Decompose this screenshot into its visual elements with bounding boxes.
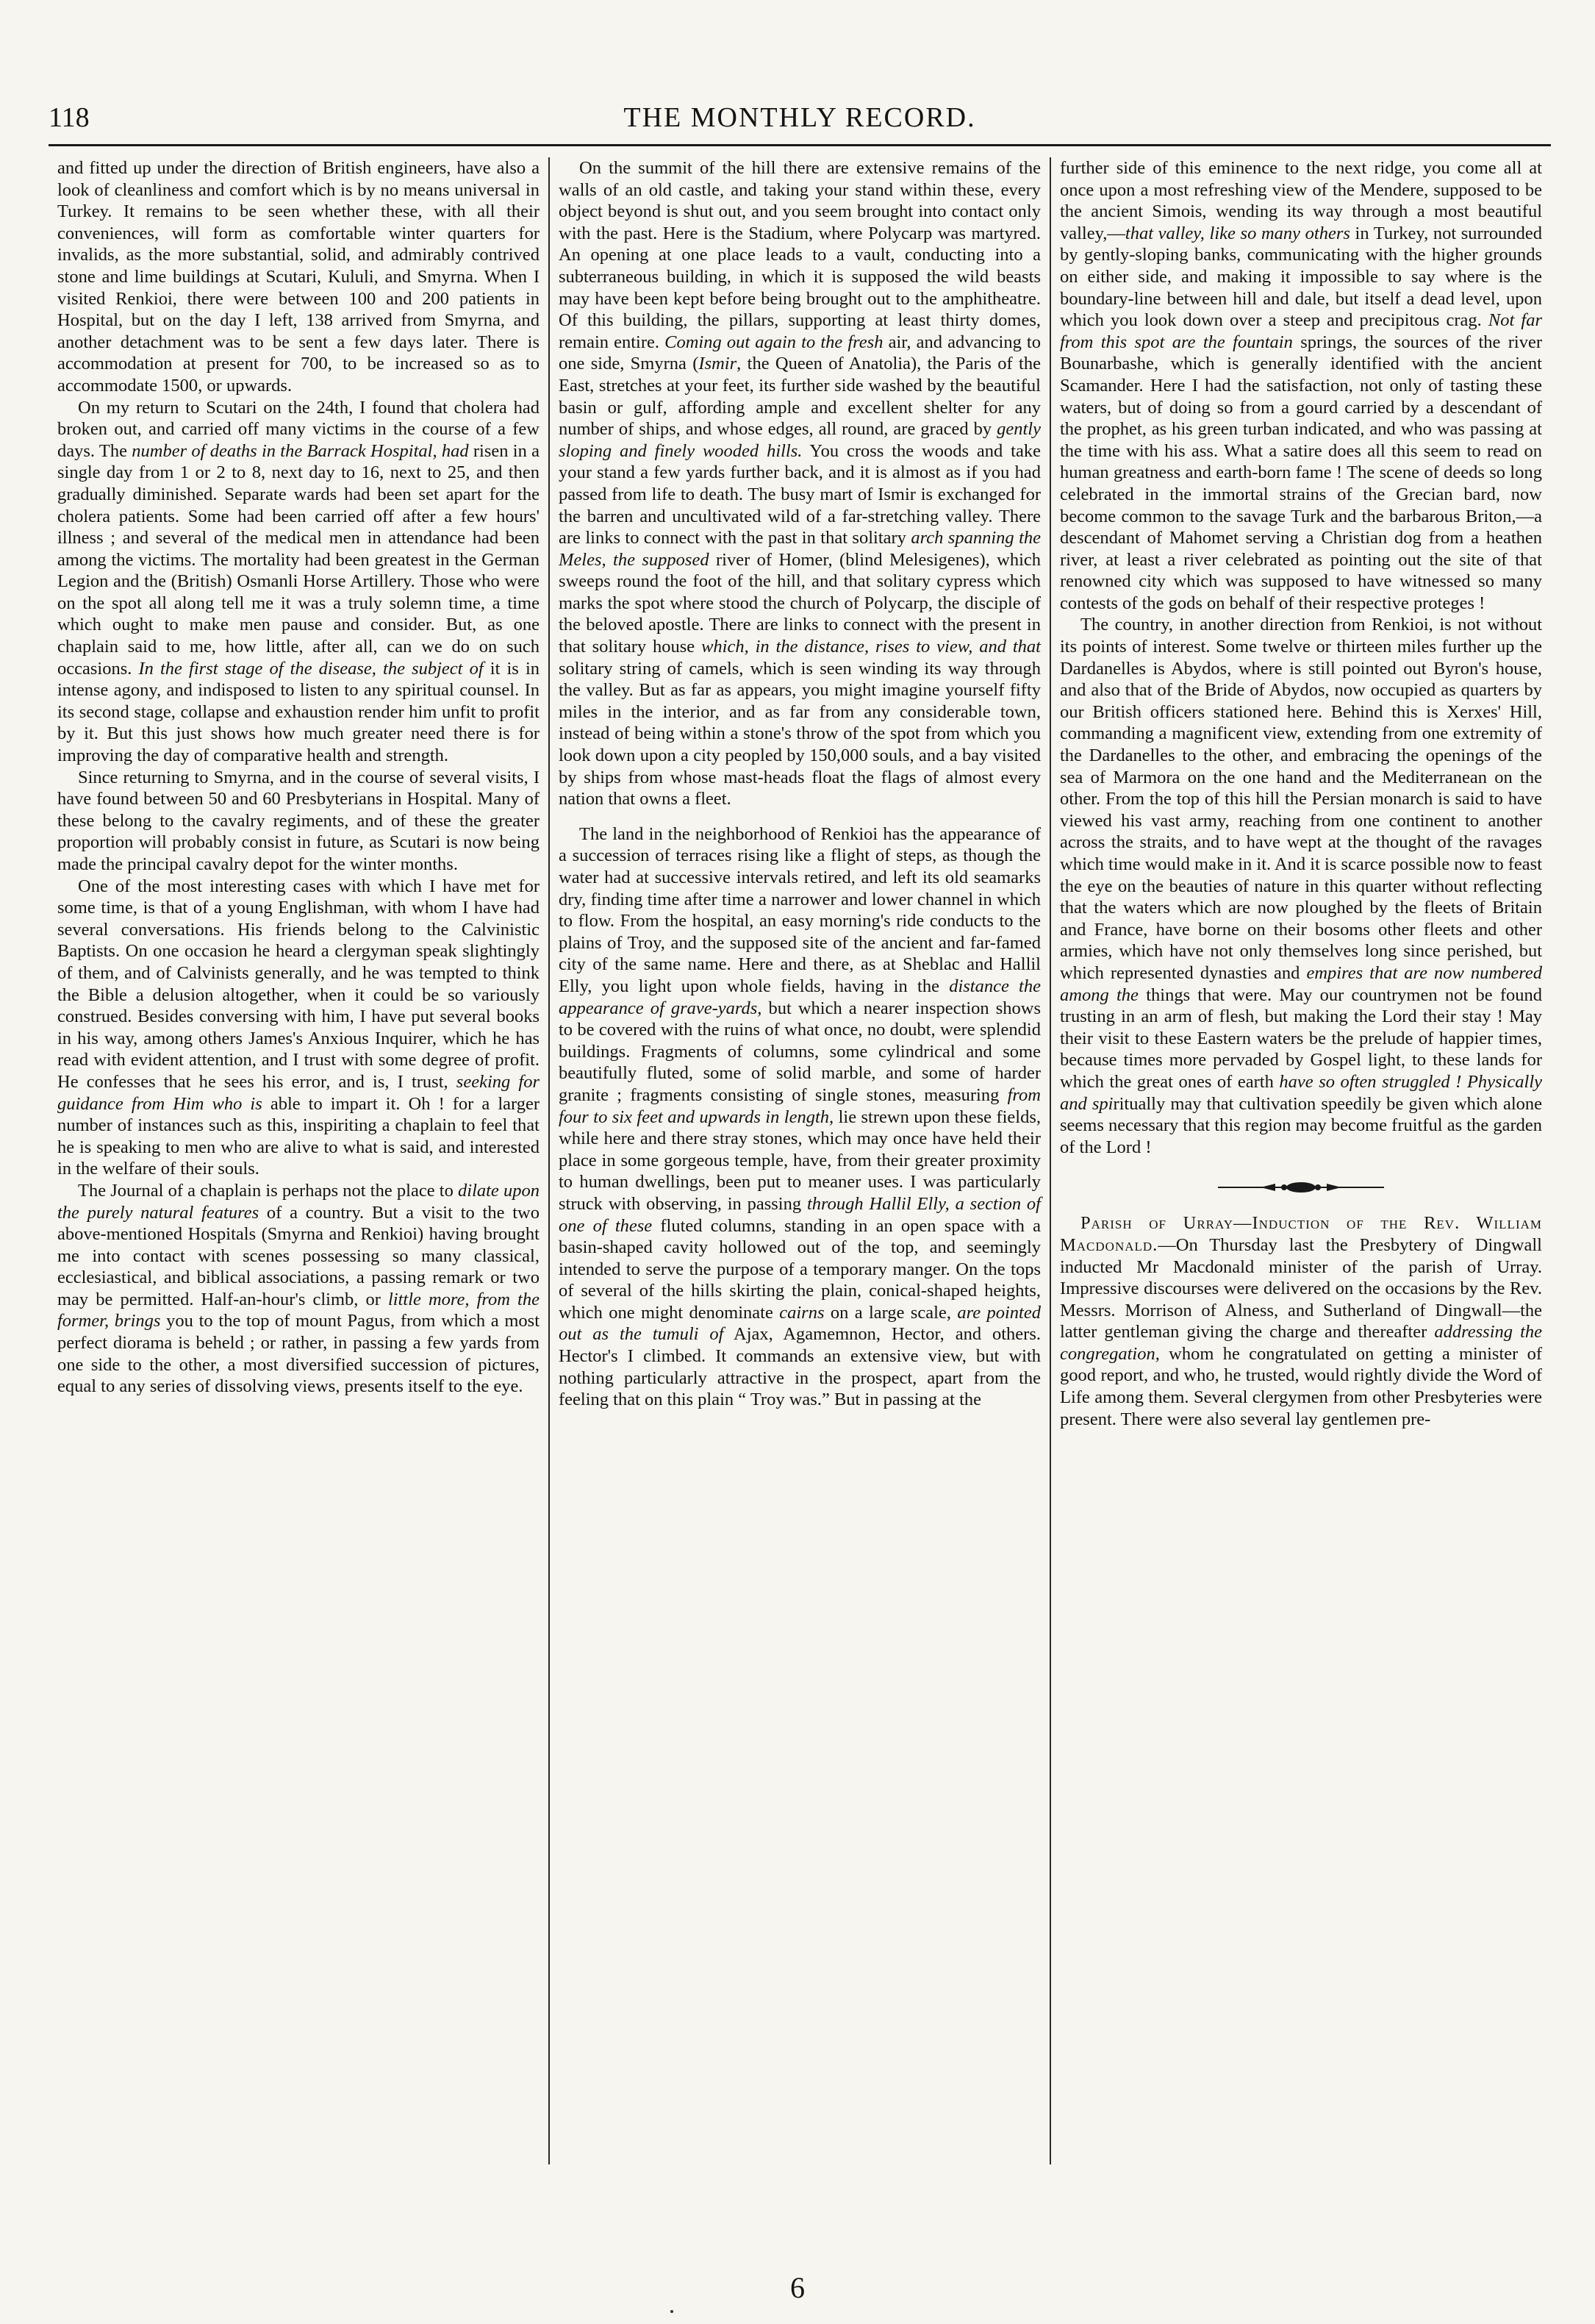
ornament-divider-icon	[1216, 1180, 1386, 1195]
paragraph: Since returning to Smyrna, and in the course of several visits, I have found between 50 and 60 Presbyterians in Hospital. Many of these belong to the cavalry regiments, and of these the greater proportion will probably consist in future, as Scutari is now being made the principal cavalry depot for the winter months.	[57, 767, 540, 874]
header-rule	[49, 144, 1551, 146]
ornament-divider	[1060, 1180, 1542, 1196]
column-3	[1050, 157, 1551, 2164]
paragraph: and fitted up under the direction of British engineers, have also a look of cleanliness and comfort which is by no means universal in Turkey. It remains to be seen whether these, with all their conveniences, will form as comfortable winter quarters for invalids, as the more substantial, solid, and admirably contrived stone and lime buildings at Scutari, Kululi, and Smyrna. When I visited Renkioi, there were between 100 and 200 patients in Hospital, but on the day I left, 138 arrived from Smyrna, and another detachment was to be sent a few days later. There is accommodation at present for 700, to be increased so as to accommodate 1500, or upwards.	[57, 158, 540, 396]
notice-title: Parish of Urray—Induction of the Rev. William Macdonald.	[1060, 1213, 1542, 1255]
running-title: THE MONTHLY RECORD.	[623, 102, 976, 133]
signature-mark: 6	[790, 2271, 805, 2304]
paragraph: The country, in another direction from Renkioi, is not without its points of interest. Some twelve or thirteen miles further up the Dardanelles is Abydos, where is still pointed out Byron's house, and also that of the Bride of Abydos, now occupied as quarters by our British officers stationed here. Behind this is Xerxes' Hill, commanding a magnificent view, extending from one extremity of the Dardanelles to the other, and embracing the openings of the sea of Marmora on the one hand and the Mediterranean on the other. From the top of this hill the Persian monarch is said to have viewed his vast army, reaching from one continent to another across the straits, and to have wept at the thought of the ravages which time would make in it. And it is scarce possible now to feast the eye on the beauties of nature in this quarter without reflecting that the waters which are now ploughed by the fleets of Britain and France, have borne on their bosoms other fleets and other armies, which have not only themselves long since perished, but which represented dynasties and empires that are now numbered among the things that were. May our countrymen not be found trusting in an arm of flesh, but making the Lord their stay ! May their visit to these Eastern waters be the prelude of happier times, because times more pervaded by Gospel light, to these lands for which the great ones of earth have so often struggled ! Physically and spiritually may that cultivation speedily be given which alone seems necessary that this region may become fruitful as the garden of the Lord !	[1060, 615, 1543, 1157]
column-1	[49, 157, 548, 2164]
news-notice: Parish of Urray—Induction of the Rev. William Macdonald.—On Thursday last the Presbytery of Dingwall inducted Mr Macdonald minister of the parish of Urray. Impressive discourses were delivered on the occasions by the Rev. Messrs. Morrison of Alness, and Sutherland of Dingwall—the latter gentleman giving the charge and thereafter addressing the congregation, whom he congratulated on getting a minister of good report, and who, he trusted, would rightly divide the Word of Life among them. Several clergymen from other Presbyteries were present. There were also several lay gentlemen pre-	[1060, 1213, 1543, 1429]
paragraph: One of the most interesting cases with which I have met for some time, is that of a young Englishman, with whom I have had several conversations. His friends belong to the Calvinistic Baptists. On one occasion he heard a clergyman speak slightingly of them, and of Calvinists generally, and he was tempted to think the Bible a delusion altogether, when it could be so variously construed. Besides conversing with him, I have put several books in his way, among others James's Anxious Inquirer, which he has read with evident attention, and I trust with some degree of profit. He confesses that he sees his error, and is, I trust, seeking for guidance from Him who is able to impart it. Oh ! for a larger number of instances such as this, inspiriting a chaplain to feel that he is speaking to men who are alive to what is said, and interested in the welfare of their souls.	[57, 876, 540, 1179]
page-header	[49, 101, 1551, 147]
paragraph: The land in the neighborhood of Renkioi has the appearance of a succession of terraces rising like a flight of steps, as though the water had at successive intervals retired, and left its old seamarks dry, finding time after time a narrower and lower channel in which to flow. From the hospital, an easy morning's ride conducts to the plains of Troy, and the supposed site of the ancient and far-famed city of the same name. Here and there, as at Sheblac and Hallil Elly, you light upon whole fields, having in the distance the appearance of grave-yards, but which a nearer inspection shows to be covered with the ruins of what once, no doubt, were splendid buildings. Fragments of columns, some cylindrical and some beautifully fluted, some of solid marble, and some of harder granite ; fragments consisting of single stones, measuring from four to six feet and upwards in length, lie strewn upon these fields, while here and there stray stones, which may once have held their place in some gorgeous temple, have, from their greater proximity to human dwellings, been put to meaner uses. I was particularly struck with observing, in passing through Hallil Elly, a section of one of these fluted columns, standing in an open space with a basin-shaped cavity hollowed out of the top, and seemingly intended to serve the purpose of a temporary manger. On the tops of several of the hills skirting the plain, conical-shaped heights, which one might denominate cairns on a large scale, are pointed out as the tumuli of Ajax, Agamemnon, Hector, and others. Hector's I climbed. It commands an extensive view, but with nothing particularly attractive in the prospect, apart from the feeling that on this plain “ Troy was.” But in passing at the	[559, 823, 1041, 1410]
paragraph: On my return to Scutari on the 24th, I found that cholera had broken out, and carried off many victims in the course of a few days. The number of deaths in the Barrack Hospital, had risen in a single day from 1 or 2 to 8, next day to 16, next to 25, and then gradually diminished. Separate wards had been set apart for the cholera patients. Some had been carried off after a few hours' illness ; and several of the medical men in attendance had been among the victims. The mortality had been greatest in the German Legion and the (British) Osmanli Horse Artillery. Those who were on the spot all along tell me it was a truly solemn time, a time which ought to make men pause and consider. But, as one chaplain said to me, how little, after all, can we do on such occasions. In the first stage of the disease, the subject of it is in intense agony, and indisposed to listen to any spiritual counsel. In its second stage, collapse and exhaustion render him unfit to profit by it. But this just shows how much greater need there is for improving the day of comparative health and strength.	[57, 397, 540, 766]
column-2	[548, 157, 1050, 2164]
paragraph: The Journal of a chaplain is perhaps not the place to dilate upon the purely natural features of a country. But a visit to the two above-mentioned Hospitals (Smyrna and Renkioi) having brought me into contact with scenes possessing so many classical, ecclesiastical, and biblical associations, a passing remark or two may be permitted. Half-an-hour's climb, or little more, from the former, brings you to the top of mount Pagus, from which a most perfect diorama is beheld ; or rather, in passing a few yards from one side to the other, a most diversified succession of pictures, equal to any series of dissolving views, presents itself to the eye.	[57, 1180, 540, 1397]
print-speck	[670, 2310, 673, 2313]
page-number: 118	[49, 102, 90, 133]
paragraph: further side of this eminence to the next ridge, you come all at once upon a most refreshing view of the Mendere, supposed to be the ancient Simois, wending its way through a most beautiful valley,—that valley, like so many others in Turkey, not surrounded by gently-sloping banks, communicating with the higher grounds on either side, and making it impossible to say where is the boundary-line between hill and dale, but itself a dead level, upon which you look down over a steep and precipitous crag. Not far from this spot are the fountain springs, the sources of the river Bounarbashe, which is generally identified with the ancient Scamander. Here I had the satisfaction, not only of tasting these waters, but of doing so from a gourd carried by a descendant of the prophet, as his green turban indicated, and who was passing at the time with his ass. What a satire does all this seem to read on human greatness and earth-born fame ! The scene of deeds so long celebrated in the immortal strains of the Grecian bard, now become common to the savage Turk and the barbarous Briton,—a descendant of Mahomet serving a Christian dog from a heathen river, at least a river celebrated as pointing out the site of that renowned city which was supposed to have witnessed so many contests of the gods on behalf of their respective proteges !	[1060, 158, 1542, 613]
text-columns	[49, 157, 1551, 2164]
paragraph: On the summit of the hill there are extensive remains of the walls of an old castle, and taking your stand within these, every object beyond is shut out, and you seem brought into contact only with the past. Here is the Stadium, where Polycarp was martyred. An opening at one place leads to a vault, conducting into a subterraneous building, in which it is supposed the wild beasts may have been kept before being brought out to the amphitheatre. Of this building, the pillars, supporting at least thirty domes, remain entire. Coming out again to the fresh air, and advancing to one side, Smyrna (Ismir, the Queen of Anatolia), the Paris of the East, stretches at your feet, its further side washed by the beautiful basin or gulf, affording ample and excellent shelter for any number of ships, and whose edges, all round, are graced by gently sloping and finely wooded hills. You cross the woods and take your stand a few yards further back, and it is almost as if you had passed from life to death. The busy mart of Ismir is exchanged for the barren and uncultivated wild of a far-stretching valley. There are links to connect with the past in that solitary arch spanning the Meles, the supposed river of Homer, (blind Melesigenes), which sweeps round the foot of the hill, and that solitary cypress which marks the spot where stood the church of Polycarp, the disciple of the beloved apostle. There are links to connect with the present in that solitary house which, in the distance, rises to view, and that solitary string of camels, which is seen winding its way through the valley. But as far as appears, you might imagine yourself fifty miles in the interior, and as far from any considerable town, instead of being within a stone's throw of the spot from which you look down upon a city peopled by 150,000 souls, and a bay visited by ships from whose mast-heads float the flags of almost every nation that owns a fleet.	[559, 158, 1042, 809]
